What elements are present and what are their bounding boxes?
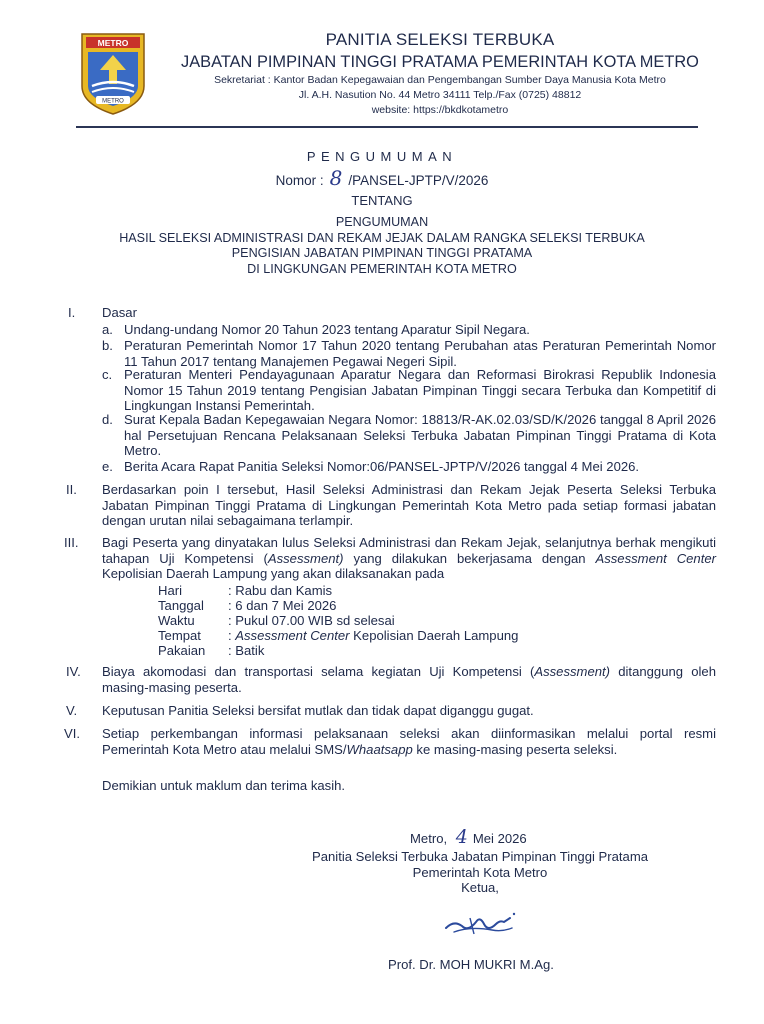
place-colon: : — [228, 628, 236, 643]
section-6-text — [102, 726, 716, 757]
schedule-date-label: Tanggal — [158, 598, 204, 613]
section-4-text-b: ditanggung oleh masing-masing peserta. — [102, 664, 716, 695]
schedule-place-label: Tempat — [158, 628, 201, 643]
signature-date — [410, 826, 527, 848]
section-6-text-b: ke masing-masing peserta seleksi. — [412, 741, 618, 757]
schedule-place-value — [228, 628, 518, 643]
announcement-heading: PENGUMUMAN — [306, 149, 458, 164]
section-4-text-a: Biaya akomodasi dan transportasi selama kegiatan Uji Kompetensi ( — [102, 664, 535, 679]
item-b-text: Peraturan Pemerintah Nomor 17 Tahun 2020 tentang Perubahan atas Peraturan Pemerintah Nomor 11 Tahun 2017 tentang Manajemen Pegawai Negeri Sipil. — [124, 338, 716, 369]
schedule-day-label: Hari — [158, 583, 183, 598]
item-e-label: e. — [102, 459, 113, 474]
item-d-text: Surat Kepala Badan Kepegawaian Negara Nomor: 18813/R-AK.02.03/SD/K/2026 tanggal 8 April 2026 hal Persetujuan Rencana Pelaksanaan Seleksi Terbuka Jabatan Pimpinan Tinggi Pratama di Kota Metro. — [124, 412, 716, 459]
org-line-2: JABATAN PIMPINAN TINGGI PRATAMA PEMERINTAH KOTA METRO — [181, 53, 699, 71]
subject-line-4: DI LINGKUNGAN PEMERINTAH KOTA METRO — [247, 261, 517, 276]
letterhead — [160, 30, 720, 118]
section-1-heading: Dasar — [102, 305, 137, 320]
nomor-handwritten: 8 — [329, 166, 343, 190]
schedule-day-value: : Rabu dan Kamis — [228, 583, 333, 598]
section-4-number: IV. — [66, 664, 81, 679]
signature-day-handwritten: 4 — [455, 826, 468, 848]
handwritten-signature — [440, 904, 518, 944]
signature-month-year: Mei 2026 — [472, 831, 527, 846]
section-6-whatsapp: Whaatsapp — [346, 741, 413, 757]
signature-line-3: Ketua, — [461, 880, 499, 895]
section-1-number: I. — [68, 305, 76, 320]
metro-city-emblem — [78, 30, 148, 116]
website-line: website: https://bkdkotametro — [371, 104, 509, 116]
item-e-text: Berita Acara Rapat Panitia Seleksi Nomor:06/PANSEL-JPTP/V/2026 tanggal 4 Mei 2026. — [124, 459, 640, 474]
section-3-text-a: Bagi Peserta yang dinyatakan lulus Seleksi Administrasi dan Rekam Jejak, selanjutnya berhak mengikuti tahapan Uji Kompetensi ( — [102, 535, 716, 566]
item-d-label: d. — [102, 412, 113, 427]
letterhead-rule — [76, 126, 698, 128]
section-2-text: Berdasarkan poin I tersebut, Hasil Seleksi Administrasi dan Rekam Jejak Peserta Seleksi Terbuka Jabatan Pimpinan Tinggi Pratama di Lingkungan Pemerintah Kota Metro pada setiap formasi jabatan dengan urutan nilai sebagaimana terlampir. — [102, 482, 716, 529]
logo-top-text: METRO — [97, 38, 129, 48]
subject-line-2: HASIL SELEKSI ADMINISTRASI DAN REKAM JEJAK DALAM RANGKA SELEKSI TERBUKA — [119, 230, 645, 245]
place-assessment-center: Assessment Center — [235, 628, 350, 643]
section-5-text: Keputusan Panitia Seleksi bersifat mutlak dan tidak dapat diganggu gugat. — [102, 703, 534, 718]
item-c-text: Peraturan Menteri Pendayagunaan Aparatur Negara dan Reformasi Birokrasi Republik Indonesia Nomor 15 Tahun 2019 tentang Pengisian Jabatan Pimpinan Tinggi secara Terbuka dan Kompetitif di Lingkungan Instansi Pemerintah. — [124, 367, 716, 414]
schedule-dress-value: : Batik — [228, 643, 265, 658]
section-4-text — [102, 664, 716, 695]
subject-line-3: PENGISIAN JABATAN PIMPINAN TINGGI PRATAMA — [231, 246, 533, 260]
schedule-time-label: Waktu — [158, 613, 195, 628]
secretariat-line: Sekretariat : Kantor Badan Kepegawaian dan Pengembangan Sumber Daya Manusia Kota Metro — [214, 74, 666, 86]
signature-line-2: Pemerintah Kota Metro — [412, 864, 548, 880]
item-a-label: a. — [102, 322, 113, 337]
item-b-label: b. — [102, 338, 113, 353]
schedule-date-value: : 6 dan 7 Mei 2026 — [228, 598, 337, 613]
schedule-table — [158, 583, 578, 658]
signatory-name: Prof. Dr. MOH MUKRI M.Ag. — [388, 957, 554, 972]
section-3-assessment: Assessment) — [267, 550, 344, 566]
section-3-assessment-center: Assessment Center — [595, 550, 716, 566]
schedule-time-value: : Pukul 07.00 WIB sd selesai — [228, 613, 395, 628]
org-line-1: PANITIA SELEKSI TERBUKA — [325, 30, 555, 49]
section-4-assessment: Assessment) — [534, 664, 611, 679]
signature-line-1: Panitia Seleksi Terbuka Jabatan Pimpinan Tinggi Pratama — [311, 849, 649, 864]
item-a-text: Undang-undang Nomor 20 Tahun 2023 tentang Aparatur Sipil Negara. — [124, 322, 530, 337]
section-3-number: III. — [64, 535, 79, 550]
section-2-number: II. — [66, 482, 77, 497]
place-rest: Kepolisian Daerah Lampung — [349, 628, 519, 643]
announcement-number — [0, 166, 764, 190]
closing-text: Demikian untuk maklum dan terima kasih. — [102, 778, 346, 793]
section-6-number: VI. — [64, 726, 81, 741]
logo-bottom-text: METRO — [102, 98, 124, 105]
address-line: Jl. A.H. Nasution No. 44 Metro 34111 Telp./Fax (0725) 48812 — [298, 89, 582, 101]
section-5-number: V. — [66, 703, 78, 718]
subject-line-1: PENGUMUMAN — [335, 215, 429, 229]
tentang-label: TENTANG — [351, 193, 413, 208]
section-3-text-b: yang dilakukan bekerjasama dengan — [343, 550, 596, 566]
nomor-suffix: /PANSEL-JPTP/V/2026 — [348, 173, 489, 188]
signature-title — [250, 849, 710, 896]
section-3-text-c: Kepolisian Daerah Lampung yang akan dilaksanakan pada — [102, 566, 445, 582]
subject-block — [0, 215, 764, 277]
schedule-dress-label: Pakaian — [158, 643, 206, 658]
signature-place: Metro, — [410, 831, 448, 846]
nomor-label: Nomor : — [275, 173, 324, 188]
section-6-text-a: Setiap perkembangan informasi pelaksanaan seleksi akan diinformasikan melalui portal resmi Pemerintah Kota Metro atau melalui SMS/ — [102, 726, 716, 757]
section-3-text — [102, 535, 716, 582]
item-c-label: c. — [102, 367, 113, 382]
